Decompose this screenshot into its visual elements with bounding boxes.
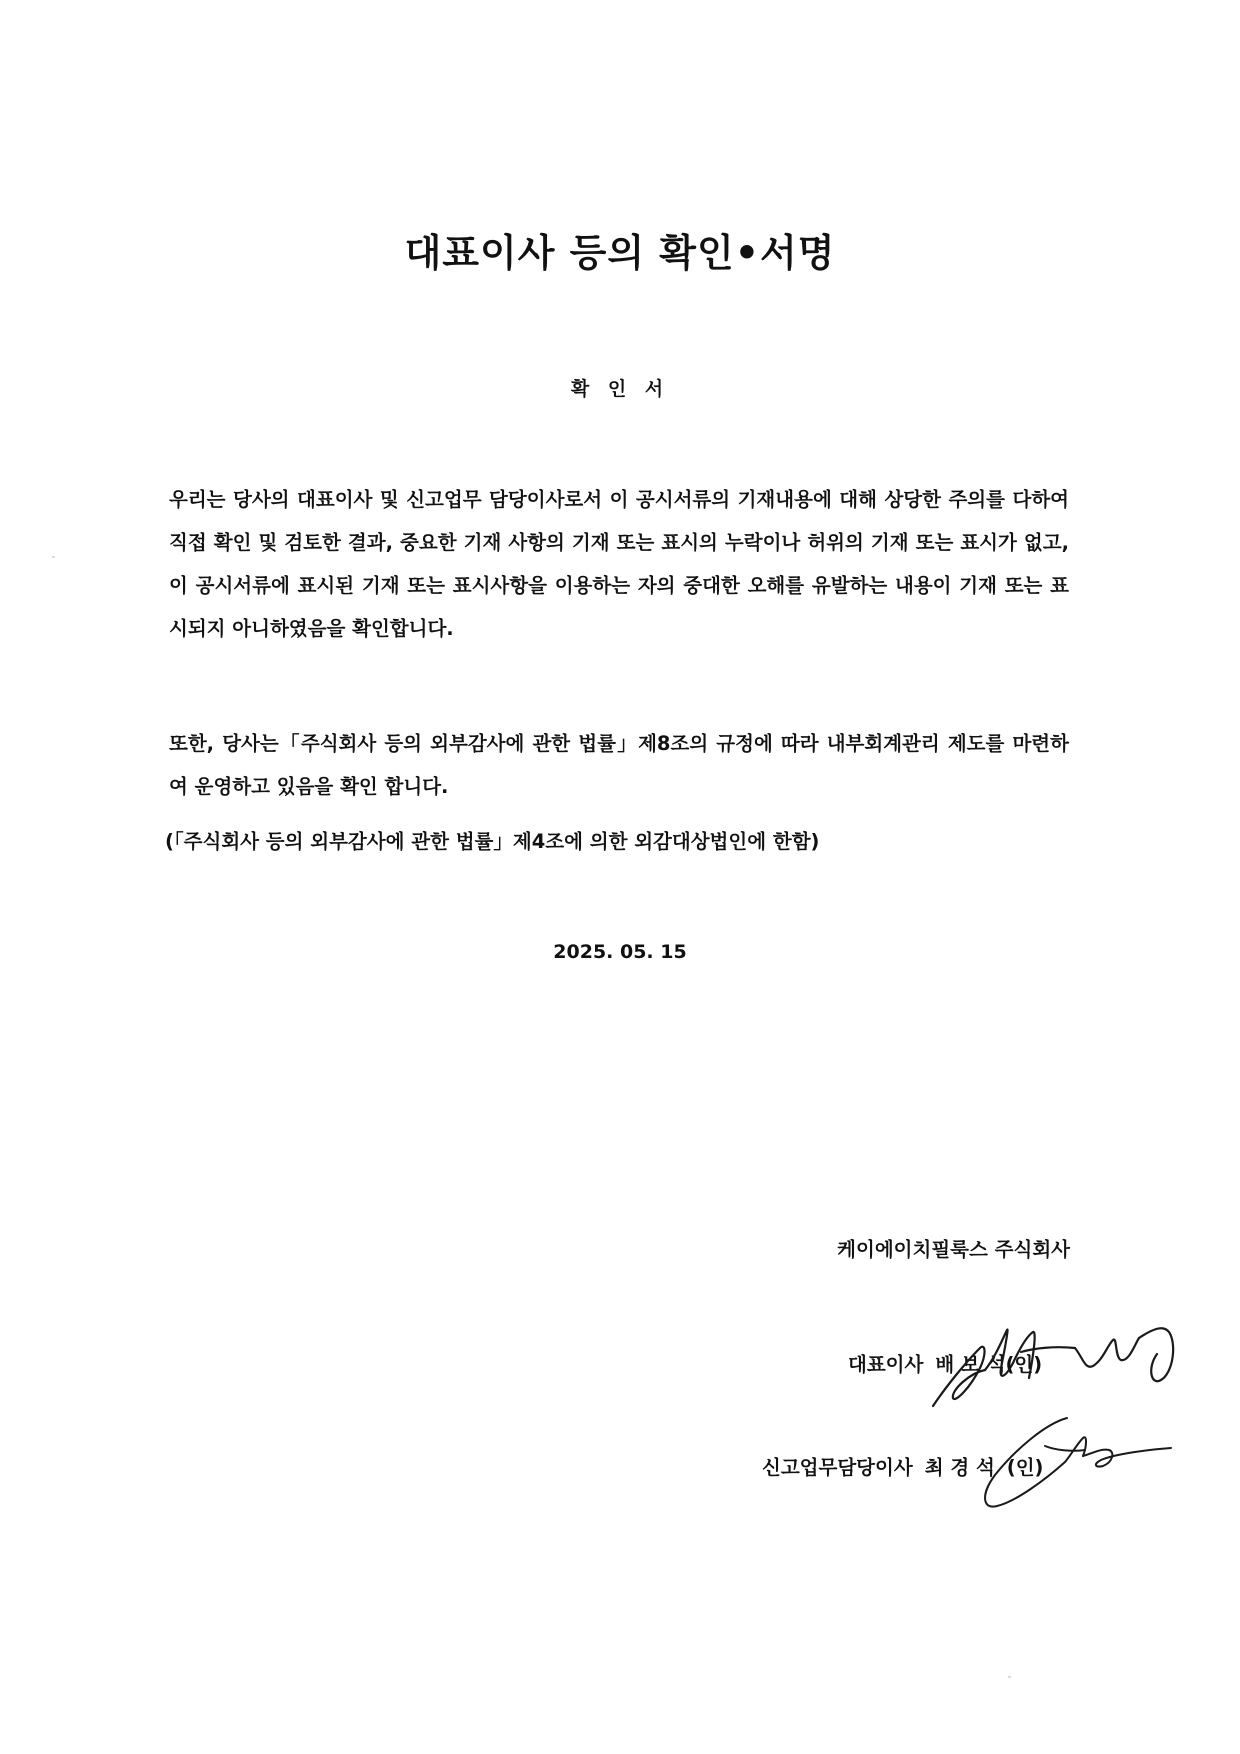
internal-control-paragraph: 또한, 당사는「주식회사 등의 외부감사에 관한 법률」제8조의 규정에 따라 내부회계관리 제도를 마련하여 운영하고 있음을 확인 합니다. (169, 732, 1069, 798)
document-title: 대표이사 등의 확인•서명 (404, 231, 836, 275)
scan-speck (52, 556, 55, 558)
ceo-signature-line (848, 1349, 1042, 1377)
ceo-name: 배 보 석 (935, 1353, 1006, 1376)
officer-name: 최 경 석 (924, 1456, 995, 1479)
company-name: 케이에이치필룩스 주식회사 (837, 1238, 1070, 1261)
disclosure-officer-signature-line (762, 1452, 1043, 1480)
confirmation-paragraph: 우리는 당사의 대표이사 및 신고업무 담당이사로서 이 공시서류의 기재내용에 대해 상당한 주의를 다하여 직접 확인 및 검토한 결과, 중요한 기재 사항의 기재 또는 표시의 누락이나 허위의 기재 또는 표시가 없고, 이 공시서류에 표시된 기재 또는 표시사항을 이용하는 자의 중대한 오해를 유발하는 내용이 기재 또는 표시되지 아니하였음을 확인합니다. (169, 488, 1069, 640)
officer-role: 신고업무담당이사 (762, 1456, 913, 1479)
document-date: 2025. 05. 15 (553, 941, 687, 963)
officer-seal: (인) (1006, 1456, 1044, 1479)
scan-speck (1008, 1676, 1011, 1678)
ceo-role: 대표이사 (848, 1353, 924, 1376)
applicability-note: (「주식회사 등의 외부감사에 관한 법률」제4조에 의한 외감대상법인에 한함) (165, 830, 820, 853)
document-subtitle: 확 인 서 (570, 378, 670, 400)
ceo-seal: (인) (1005, 1353, 1043, 1376)
